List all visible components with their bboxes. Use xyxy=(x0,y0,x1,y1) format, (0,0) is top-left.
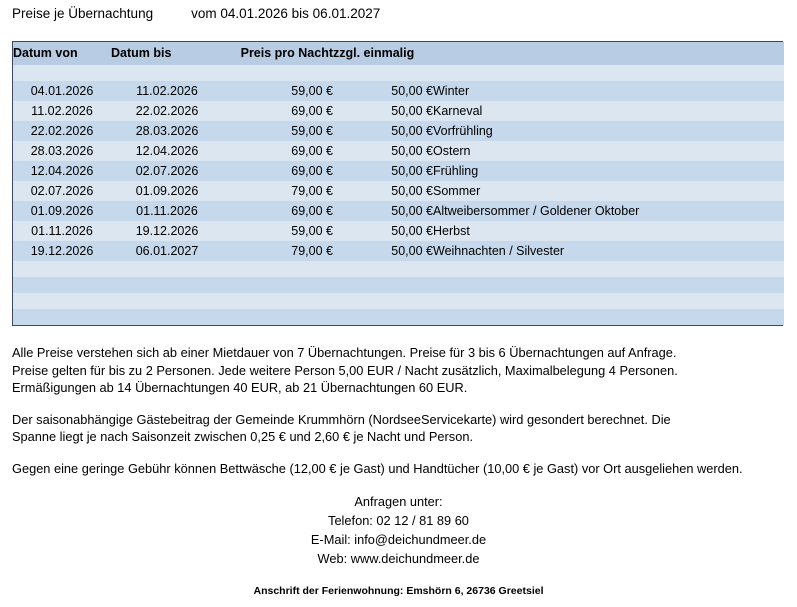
cell-preis: 69,00 € xyxy=(223,141,333,161)
cell-datum-bis: 22.02.2026 xyxy=(111,101,223,121)
cell-zzgl: 50,00 € xyxy=(333,141,433,161)
cell-zzgl: 50,00 € xyxy=(333,221,433,241)
terms-line: Der saisonabhängige Gästebeitrag der Gemeinde Krummhörn (NordseeServicekarte) wird gesondert berechnet. Die xyxy=(12,411,671,427)
column-header-datum-bis: Datum bis xyxy=(111,42,223,65)
terms-line: Spanne liegt je nach Saisonzeit zwischen 0,25 € und 2,60 € je Nacht und Person. xyxy=(12,429,473,444)
cell-datum-von: 22.02.2026 xyxy=(13,121,111,141)
cell-zzgl: 50,00 € xyxy=(333,161,433,181)
table-row xyxy=(13,201,784,221)
terms-paragraph-pricing xyxy=(12,344,784,397)
cell-datum-bis: 28.03.2026 xyxy=(111,121,223,141)
cell-datum-von: 04.01.2026 xyxy=(13,81,111,101)
terms-line: Preise gelten für bis zu 2 Personen. Jede weitere Person 5,00 EUR / Nacht zusätzlich, Maximalbelegung 4 Personen. xyxy=(12,362,678,378)
cell-datum-bis: 19.12.2026 xyxy=(111,221,223,241)
table-row xyxy=(13,181,784,201)
terms-paragraph-guest-fee xyxy=(12,411,784,446)
cell-datum-von: 02.07.2026 xyxy=(13,181,111,201)
table-spacer-row xyxy=(13,261,784,277)
table-row xyxy=(13,161,784,181)
cell-datum-von: 28.03.2026 xyxy=(13,141,111,161)
cell-datum-von: 01.09.2026 xyxy=(13,201,111,221)
table-row xyxy=(13,221,784,241)
table-spacer-row xyxy=(13,309,784,325)
footer-address: Anschrift der Ferienwohnung: Emshörn 6, 26736 Greetsiel xyxy=(253,585,544,597)
cell-datum-von: 12.04.2026 xyxy=(13,161,111,181)
table-header xyxy=(13,42,784,65)
cell-datum-bis: 01.09.2026 xyxy=(111,181,223,201)
table-row xyxy=(13,81,784,101)
terms-line: Alle Preise verstehen sich ab einer Mietdauer von 7 Übernachtungen. Preise für 3 bis 6 Übernachtungen auf Anfrage. xyxy=(12,345,677,360)
column-header-saison xyxy=(433,42,784,65)
cell-datum-bis: 12.04.2026 xyxy=(111,141,223,161)
table-header-row xyxy=(13,42,784,65)
terms-line: Gegen eine geringe Gebühr können Bettwäsche (12,00 € je Gast) und Handtücher (10,00 € je Gast) vor Ort ausgeliehen werden. xyxy=(12,460,743,476)
table-spacer-row xyxy=(13,277,784,293)
cell-preis: 69,00 € xyxy=(223,161,333,181)
table-row xyxy=(13,241,784,261)
document-header xyxy=(12,6,782,21)
cell-preis: 69,00 € xyxy=(223,101,333,121)
cell-zzgl: 50,00 € xyxy=(333,101,433,121)
cell-saison: Ostern xyxy=(433,141,784,161)
table-spacer-row xyxy=(13,293,784,309)
contact-heading: Anfragen unter: xyxy=(354,494,443,509)
cell-preis: 59,00 € xyxy=(223,121,333,141)
table-body xyxy=(13,65,784,326)
price-table-container xyxy=(12,41,783,326)
table-spacer-row xyxy=(13,65,784,82)
column-header-datum-von: Datum von xyxy=(13,42,111,65)
cell-datum-bis: 06.01.2027 xyxy=(111,241,223,261)
page-title: Preise je Übernachtung xyxy=(12,6,154,21)
cell-datum-bis: 11.02.2026 xyxy=(111,81,223,101)
cell-saison: Winter xyxy=(433,81,784,101)
terms-section xyxy=(12,344,784,491)
cell-datum-von: 19.12.2026 xyxy=(13,241,111,261)
cell-saison: Vorfrühling xyxy=(433,121,784,141)
cell-preis: 79,00 € xyxy=(223,181,333,201)
cell-datum-von: 01.11.2026 xyxy=(13,221,111,241)
contact-web: Web: www.deichundmeer.de xyxy=(317,551,480,566)
cell-datum-bis: 01.11.2026 xyxy=(111,201,223,221)
cell-zzgl: 50,00 € xyxy=(333,201,433,221)
cell-zzgl: 50,00 € xyxy=(333,241,433,261)
table-row xyxy=(13,141,784,161)
cell-datum-bis: 02.07.2026 xyxy=(111,161,223,181)
contact-section xyxy=(0,492,797,568)
cell-saison: Sommer xyxy=(433,181,784,201)
cell-zzgl: 50,00 € xyxy=(333,121,433,141)
cell-saison: Herbst xyxy=(433,221,784,241)
cell-saison: Weihnachten / Silvester xyxy=(433,241,784,261)
terms-paragraph-linen xyxy=(12,460,784,478)
terms-line: Ermäßigungen ab 14 Übernachtungen 40 EUR, ab 21 Übernachtungen 60 EUR. xyxy=(12,380,468,395)
column-header-preis-pro-nacht: Preis pro Nacht xyxy=(223,42,333,65)
cell-preis: 59,00 € xyxy=(223,221,333,241)
cell-saison: Altweibersommer / Goldener Oktober xyxy=(433,201,784,221)
contact-phone: Telefon: 02 12 / 81 89 60 xyxy=(328,513,469,528)
cell-preis: 59,00 € xyxy=(223,81,333,101)
price-period: vom 04.01.2026 bis 06.01.2027 xyxy=(191,6,381,21)
table-row xyxy=(13,121,784,141)
cell-preis: 69,00 € xyxy=(223,201,333,221)
column-header-zzgl-einmalig: zzgl. einmalig xyxy=(333,42,433,65)
cell-datum-von: 11.02.2026 xyxy=(13,101,111,121)
price-table xyxy=(13,42,784,325)
cell-saison: Frühling xyxy=(433,161,784,181)
cell-saison: Karneval xyxy=(433,101,784,121)
cell-zzgl: 50,00 € xyxy=(333,81,433,101)
table-row xyxy=(13,101,784,121)
cell-preis: 79,00 € xyxy=(223,241,333,261)
contact-email: E-Mail: info@deichundmeer.de xyxy=(310,532,487,547)
cell-zzgl: 50,00 € xyxy=(333,181,433,201)
